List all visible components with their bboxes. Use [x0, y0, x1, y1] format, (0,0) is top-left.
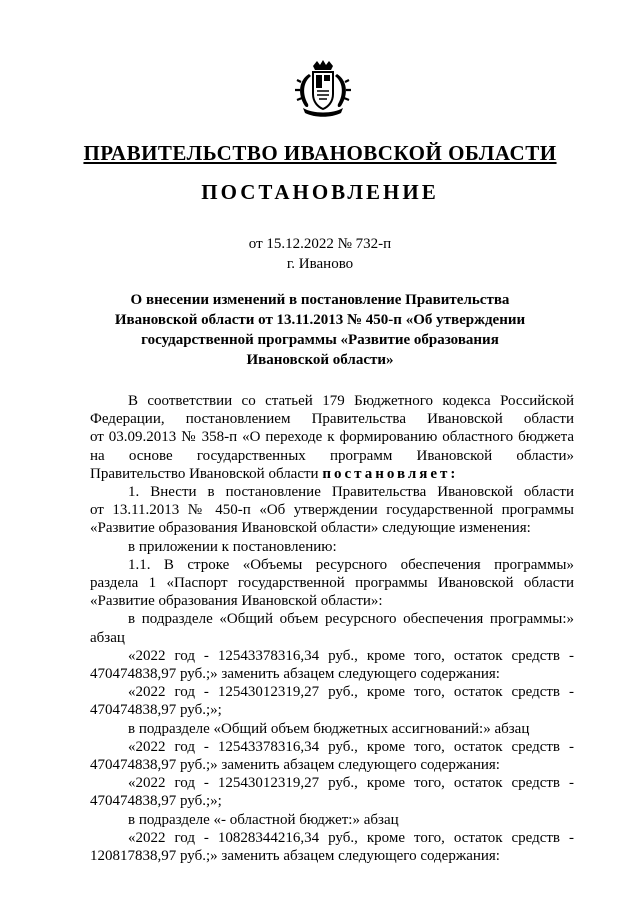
body-line: раздела 1 «Паспорт государственной программы Ивановской области — [90, 575, 574, 592]
body-line: «Развитие образования Ивановской области» следующие изменения: — [90, 520, 531, 537]
body-line: В соответствии со статьей 179 Бюджетного кодекса Российской — [128, 393, 574, 409]
document-body — [90, 392, 574, 865]
subject-line: государственной программы «Развитие образования — [141, 332, 499, 348]
body-line: 1.1. В строке «Объемы ресурсного обеспечения программы» — [128, 556, 574, 573]
body-line: в подразделе «Общий объем бюджетных ассигнований:» абзац — [128, 720, 530, 737]
document-subject — [95, 290, 545, 370]
body-line — [90, 465, 574, 483]
coat-of-arms-emblem — [295, 60, 351, 118]
city: г. Иваново — [286, 256, 354, 272]
body-line: «2022 год - 12543378316,34 руб., кроме того, остаток средств - — [128, 647, 574, 664]
subject-line: О внесении изменений в постановление Правительства — [130, 292, 510, 308]
body-line: 470474838,97 руб.;» заменить абзацем следующего содержания: — [90, 757, 500, 774]
body-line: в подразделе «Общий объем ресурсного обеспечения программы:» — [128, 611, 574, 628]
body-line: Федерации, постановлением Правительства Ивановской области — [90, 411, 574, 428]
body-line: «2022 год - 12543012319,27 руб., кроме того, остаток средств - — [128, 775, 574, 792]
body-line: «2022 год - 10828344216,34 руб., кроме того, остаток средств - — [128, 829, 574, 846]
body-line: от 13.11.2013 № 450-п «Об утверждении государственной программы — [90, 502, 574, 519]
body-line: в подразделе «- областной бюджет:» абзац — [128, 811, 399, 828]
body-line: от 03.09.2013 № 358-п «О переходе к формированию областного бюджета — [90, 429, 574, 446]
subject-line: Ивановской области от 13.11.2013 № 450-п «Об утверждении — [114, 312, 526, 328]
document-type: ПОСТАНОВЛЕНИЕ — [201, 180, 439, 204]
body-line: абзац — [90, 629, 125, 646]
body-line: 1. Внести в постановление Правительства Ивановской области — [128, 484, 574, 501]
body-line: 470474838,97 руб.;»; — [90, 793, 222, 810]
government-title: ПРАВИТЕЛЬСТВО ИВАНОВСКОЙ ОБЛАСТИ — [83, 141, 557, 165]
body-line: 120817838,97 руб.;» заменить абзацем следующего содержания: — [90, 848, 500, 865]
body-line: «2022 год - 12543012319,27 руб., кроме того, остаток средств - — [128, 684, 574, 701]
body-line: «Развитие образования Ивановской области»: — [90, 593, 383, 610]
body-line: «2022 год - 12543378316,34 руб., кроме того, остаток средств - — [128, 738, 574, 755]
subject-line: Ивановской области» — [246, 352, 394, 368]
body-line: 470474838,97 руб.;» заменить абзацем следующего содержания: — [90, 666, 500, 683]
body-line: в приложении к постановлению: — [128, 538, 337, 555]
body-text: Правительство Ивановской области — [90, 465, 323, 482]
date-number: от 15.12.2022 № 732-п — [248, 236, 392, 252]
body-line: на основе государственных программ Ивановской области» — [90, 447, 574, 464]
body-line: 470474838,97 руб.;»; — [90, 702, 222, 719]
resolves-word: постановляет: — [322, 465, 459, 482]
